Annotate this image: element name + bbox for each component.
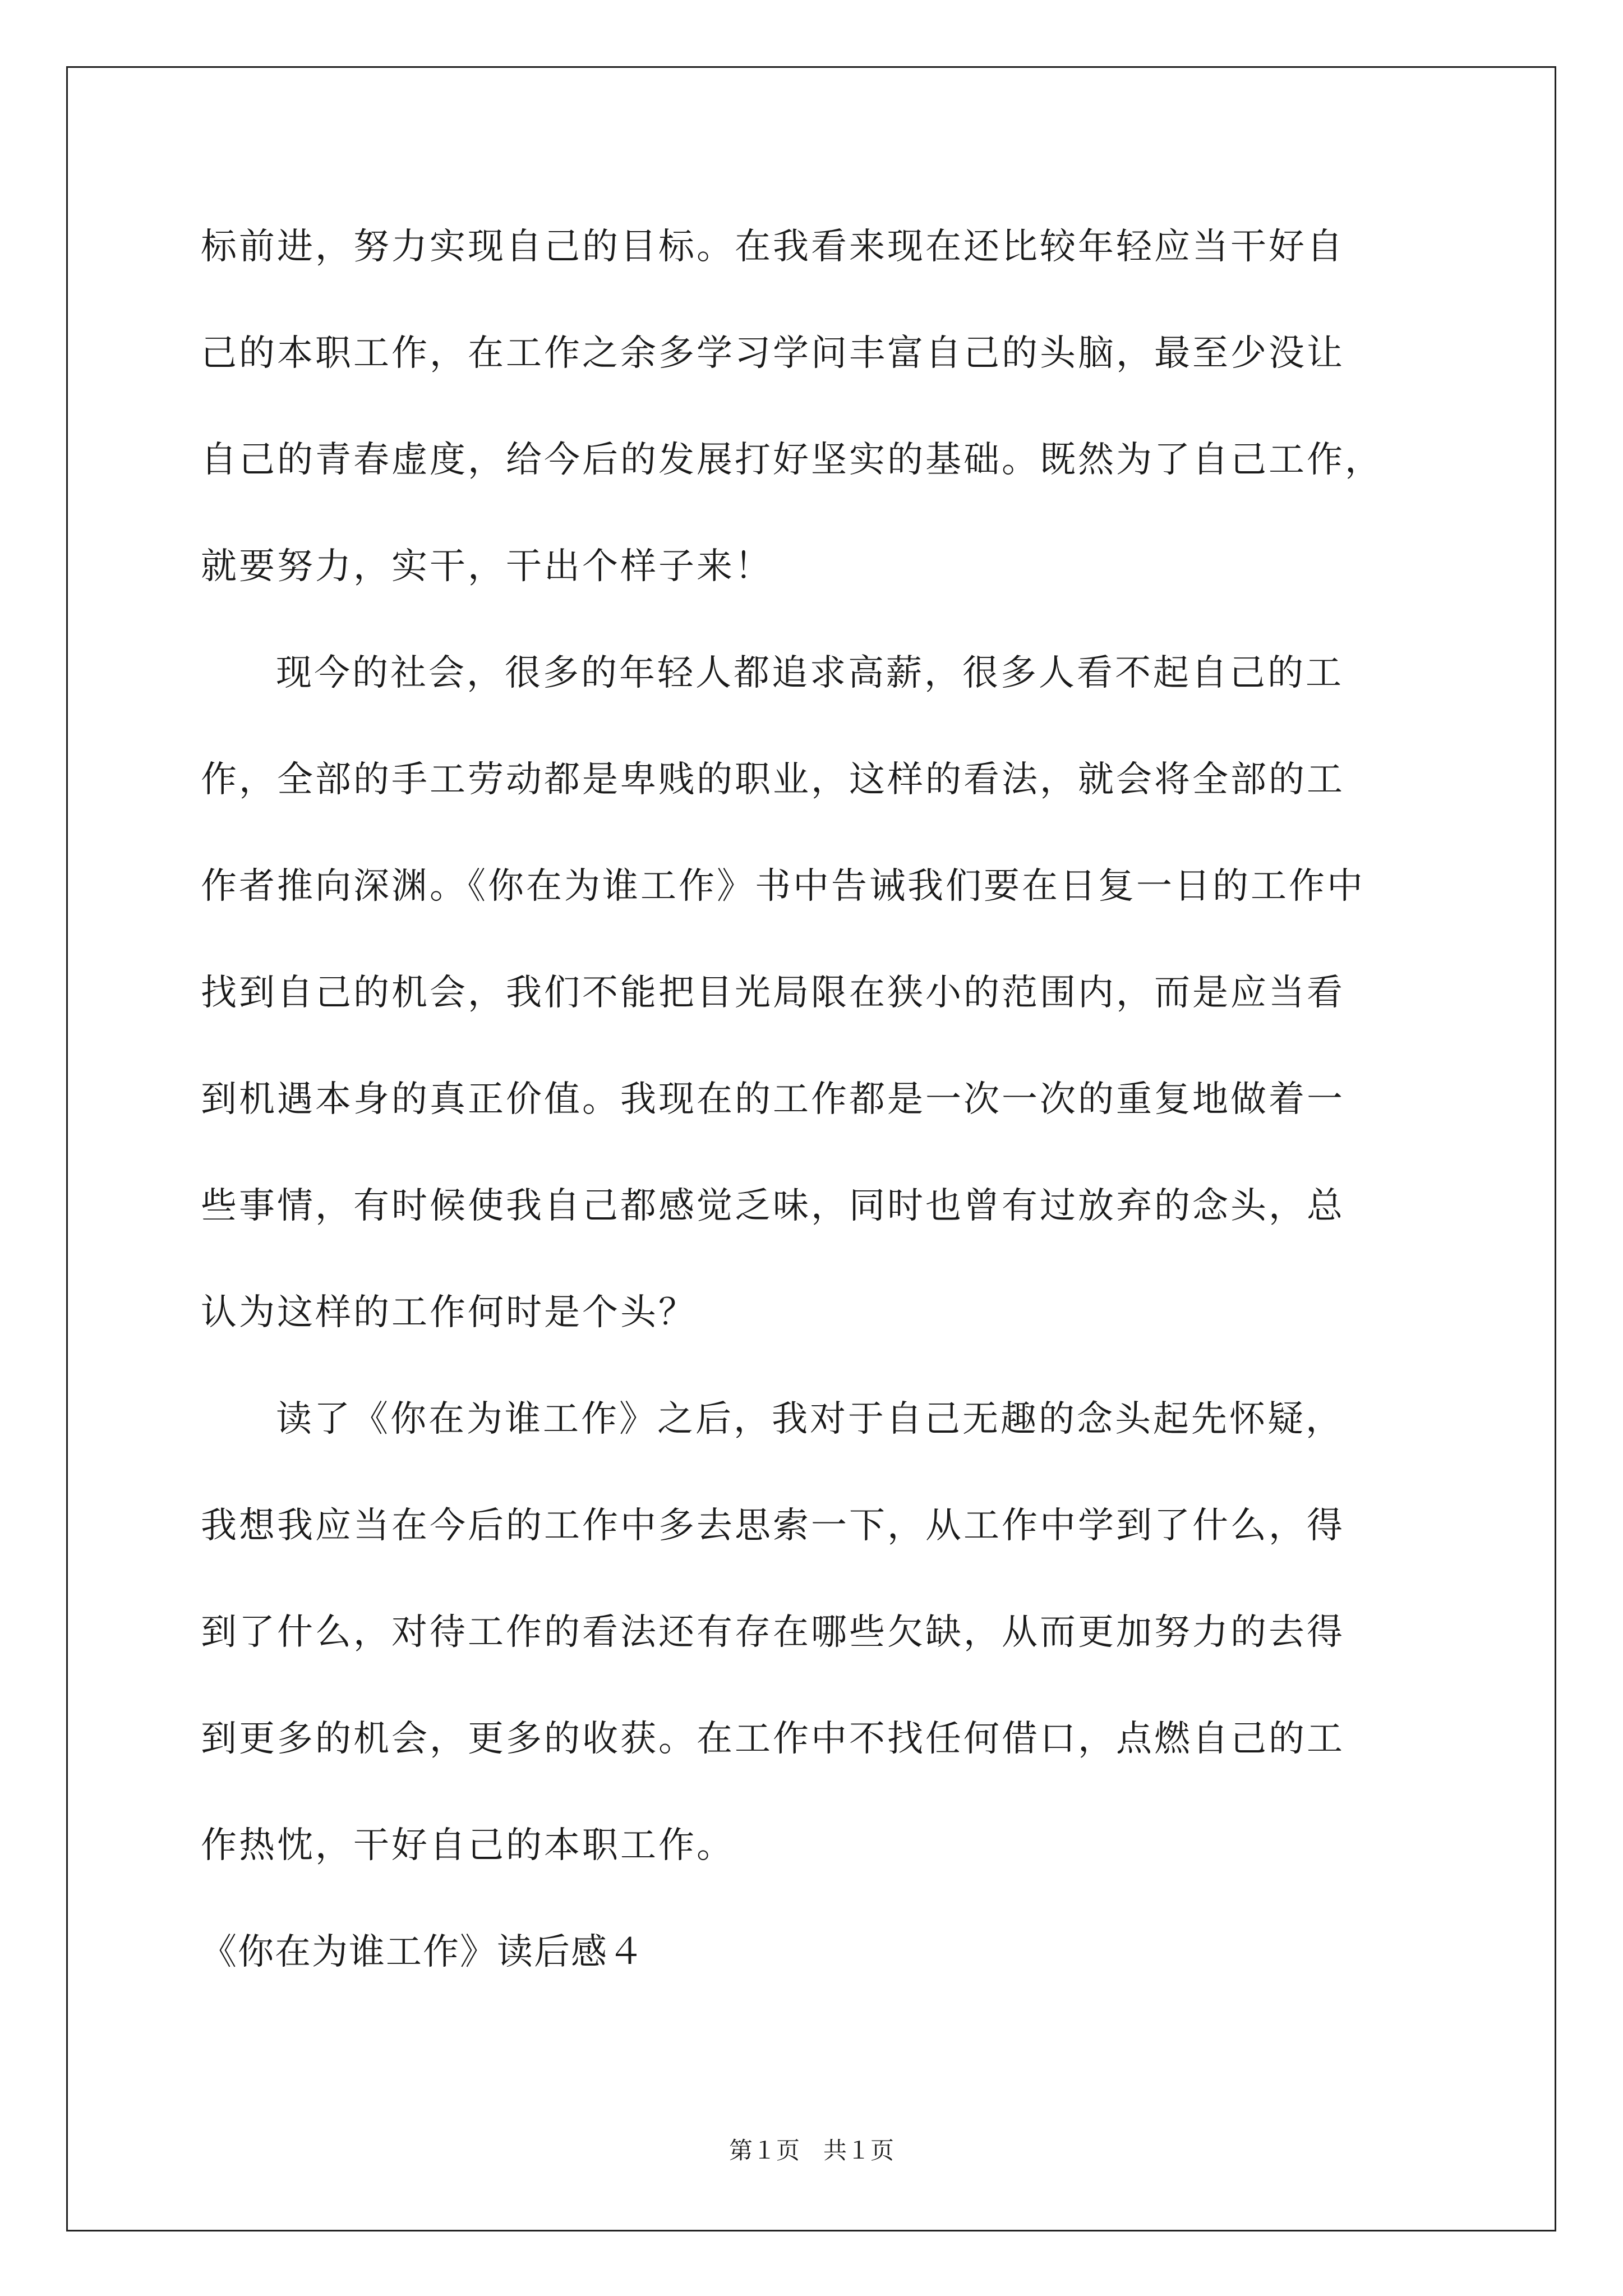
text-line: 自己的青春虚度，给今后的发展打好坚实的基础。既然为了自己工作，: [201, 439, 1383, 481]
text-line: 认为这样的工作何时是个头？: [201, 1292, 697, 1333]
text-line: 就要努力，实干，干出个样子来！: [201, 546, 773, 587]
paragraph-start-line: 读了《你在为谁工作》之后，我对于自己无趣的念头起先怀疑，: [276, 1398, 1344, 1440]
text-line: 作，全部的手工劳动都是卑贱的职业，这样的看法，就会将全部的工: [201, 759, 1345, 800]
text-line: 己的本职工作，在工作之余多学习学问丰富自己的头脑，最至少没让: [201, 333, 1345, 374]
text-line: 些事情，有时候使我自己都感觉乏味，同时也曾有过放弃的念头，总: [201, 1185, 1345, 1227]
text-line: 到更多的机会，更多的收获。在工作中不找任何借口，点燃自己的工: [201, 1718, 1345, 1760]
text-line: 作者推向深渊。《你在为谁工作》书中告诫我们要在日复一日的工作中: [201, 866, 1365, 907]
text-line: 作热忱，干好自己的本职工作。: [201, 1825, 735, 1866]
text-line: 找到自己的机会，我们不能把目光局限在狭小的范围内，而是应当看: [201, 972, 1345, 1014]
page-border: [66, 66, 1556, 2231]
paragraph-start-line: 现今的社会，很多的年轻人都追求高薪，很多人看不起自己的工: [276, 652, 1344, 694]
text-line: 我想我应当在今后的工作中多去思索一下，从工作中学到了什么，得: [201, 1505, 1345, 1547]
text-line: 到了什么，对待工作的看法还有存在哪些欠缺，从而更加努力的去得: [201, 1612, 1345, 1653]
page-footer: 第１页 共１页: [728, 2137, 894, 2164]
text-line: 标前进，努力实现自己的目标。在我看来现在还比较年轻应当干好自: [201, 226, 1345, 268]
text-line: 到机遇本身的真正价值。我现在的工作都是一次一次的重复地做着一: [201, 1079, 1345, 1120]
section-heading: 《你在为谁工作》读后感４: [201, 1931, 645, 1973]
